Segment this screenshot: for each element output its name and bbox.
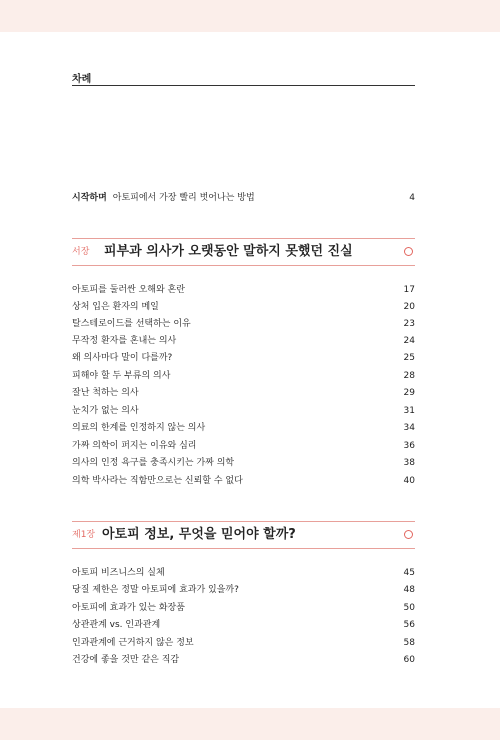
toc-intro-entry[interactable] bbox=[72, 191, 415, 205]
toc-entry[interactable] bbox=[72, 404, 415, 418]
section-title: 피부과 의사가 오랫동안 말하지 못했던 진실 bbox=[104, 244, 353, 259]
entry-page-number: 36 bbox=[403, 441, 415, 451]
top-band bbox=[0, 0, 500, 32]
toc-entry[interactable] bbox=[72, 439, 415, 453]
section-label: 제1장 bbox=[72, 530, 96, 540]
toc-entry[interactable] bbox=[72, 317, 415, 331]
entry-page-number: 58 bbox=[403, 638, 415, 648]
entry-title: 건강에 좋을 것만 같은 직감 bbox=[72, 655, 180, 665]
entry-page-number: 38 bbox=[403, 458, 415, 468]
toc-entry[interactable] bbox=[72, 421, 415, 435]
entry-page-number: 48 bbox=[403, 585, 415, 595]
toc-entry[interactable] bbox=[72, 456, 415, 470]
entry-page-number: 23 bbox=[403, 319, 415, 329]
entry-title: 왜 의사마다 말이 다를까? bbox=[72, 353, 173, 363]
title-divider bbox=[72, 85, 415, 86]
section-title: 아토피 정보, 무엇을 믿어야 할까? bbox=[102, 527, 296, 542]
toc-entry[interactable] bbox=[72, 636, 415, 650]
entry-page-number: 50 bbox=[403, 603, 415, 613]
section-rule-bottom bbox=[72, 548, 415, 549]
entry-title: 아토피에 효과가 있는 화장품 bbox=[72, 603, 185, 613]
toc-entry[interactable] bbox=[72, 618, 415, 632]
entry-page-number: 56 bbox=[403, 620, 415, 630]
entry-title: 잘난 척하는 의사 bbox=[72, 388, 139, 398]
entry-title: 상처 입은 환자의 메일 bbox=[72, 302, 159, 312]
entry-title: 의학 박사라는 직함만으로는 신뢰할 수 없다 bbox=[72, 476, 243, 486]
entry-title: 가짜 의학이 퍼지는 이유와 심리 bbox=[72, 441, 197, 451]
toc-entry[interactable] bbox=[72, 351, 415, 365]
bottom-band bbox=[0, 708, 500, 740]
entry-title: 의사의 인정 욕구를 충족시키는 가짜 의학 bbox=[72, 458, 235, 468]
toc-entry[interactable] bbox=[72, 369, 415, 383]
toc-entry[interactable] bbox=[72, 386, 415, 400]
entry-title: 아토피를 둘러싼 오해와 혼란 bbox=[72, 285, 185, 295]
entry-page-number: 29 bbox=[403, 388, 415, 398]
circle-icon bbox=[404, 530, 413, 539]
toc-entry[interactable] bbox=[72, 300, 415, 314]
section-label: 서장 bbox=[72, 247, 90, 257]
section-rule-top bbox=[72, 521, 415, 522]
circle-icon bbox=[404, 247, 413, 256]
entry-page-number: 24 bbox=[403, 336, 415, 346]
intro-lead: 시작하며 bbox=[72, 193, 107, 203]
entry-page-number: 20 bbox=[403, 302, 415, 312]
toc-entry[interactable] bbox=[72, 601, 415, 615]
entry-title: 탈스테로이드를 선택하는 이유 bbox=[72, 319, 191, 329]
entry-page-number: 28 bbox=[403, 371, 415, 381]
section-rule-bottom bbox=[72, 265, 415, 266]
entry-title: 의료의 한계를 인정하지 않는 의사 bbox=[72, 423, 206, 433]
section-rule-top bbox=[72, 238, 415, 239]
toc-entry[interactable] bbox=[72, 583, 415, 597]
toc-entry[interactable] bbox=[72, 566, 415, 580]
intro-page-number: 4 bbox=[409, 193, 415, 203]
entry-title: 눈치가 없는 의사 bbox=[72, 406, 139, 416]
entry-title: 인과관계에 근거하지 않은 정보 bbox=[72, 638, 194, 648]
intro-text bbox=[72, 191, 255, 205]
intro-title: 아토피에서 가장 빨리 벗어나는 방법 bbox=[112, 193, 255, 203]
toc-entry[interactable] bbox=[72, 474, 415, 488]
entry-page-number: 31 bbox=[403, 406, 415, 416]
entry-page-number: 25 bbox=[403, 353, 415, 363]
section-header-prologue bbox=[72, 238, 415, 266]
entry-title: 아토피 비즈니스의 실체 bbox=[72, 568, 165, 578]
entry-title: 당질 제한은 정말 아토피에 효과가 있을까? bbox=[72, 585, 239, 595]
entry-title: 무작정 환자를 혼내는 의사 bbox=[72, 336, 177, 346]
entry-title: 피해야 할 두 부류의 의사 bbox=[72, 371, 171, 381]
entry-page-number: 60 bbox=[403, 655, 415, 665]
toc-entry[interactable] bbox=[72, 283, 415, 297]
page-title: 차례 bbox=[72, 74, 92, 85]
toc-entry[interactable] bbox=[72, 334, 415, 348]
entry-page-number: 34 bbox=[403, 423, 415, 433]
section-header-chapter-1 bbox=[72, 521, 415, 549]
entry-title: 상관관계 vs. 인과관계 bbox=[72, 620, 161, 630]
entry-page-number: 17 bbox=[403, 285, 415, 295]
entry-page-number: 45 bbox=[403, 568, 415, 578]
entry-page-number: 40 bbox=[403, 476, 415, 486]
toc-entry[interactable] bbox=[72, 653, 415, 667]
